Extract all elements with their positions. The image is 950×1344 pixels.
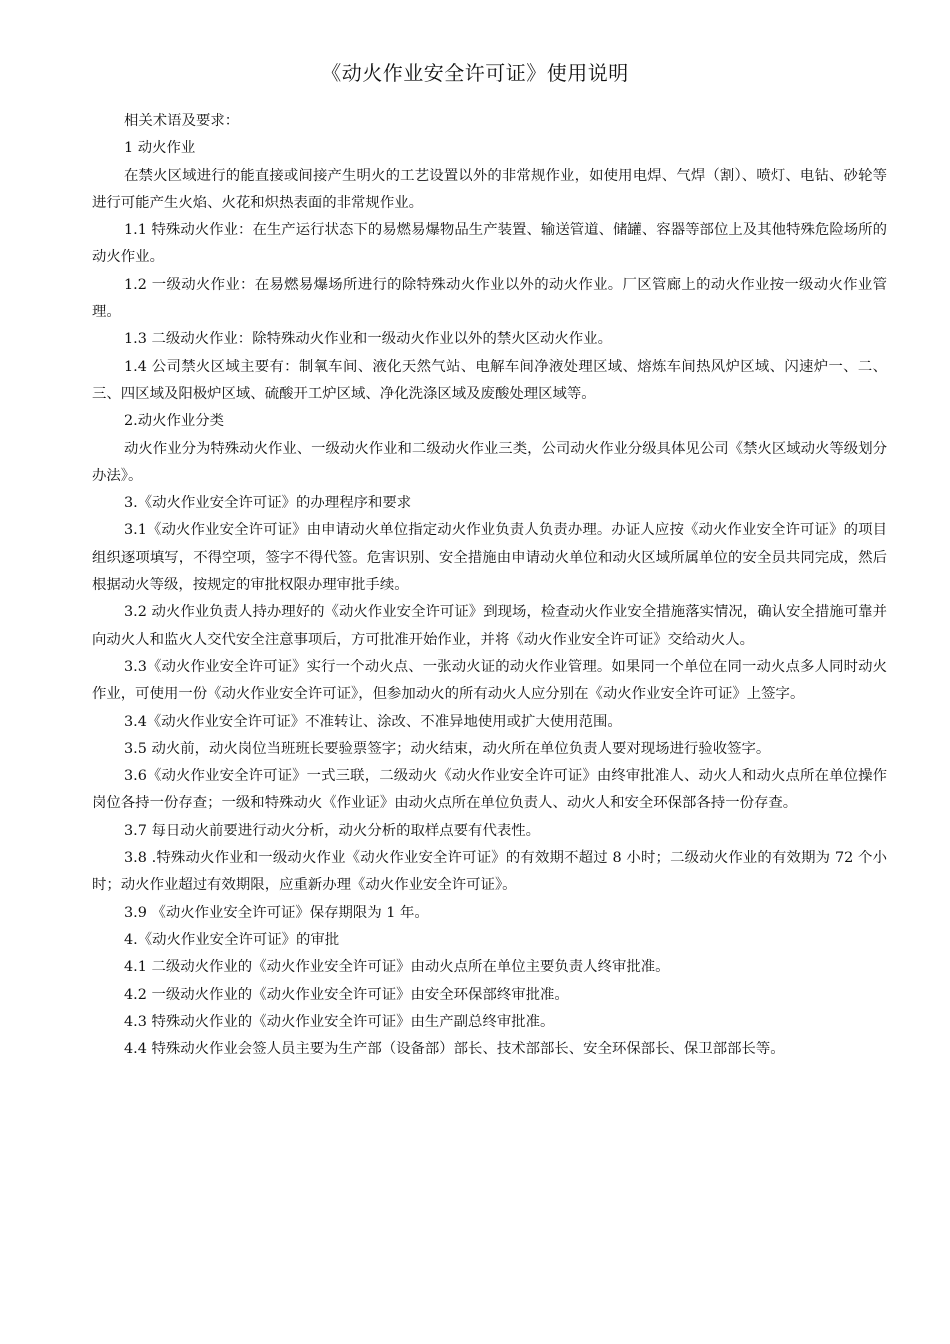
paragraph: 4.《动火作业安全许可证》的审批	[124, 931, 340, 948]
paragraph: 2.动火作业分类	[124, 413, 225, 430]
paragraph: 1.2 一级动火作业：在易燃易爆场所进行的除特殊动火作业以外的动火作业。厂区管廊上的动火作业按一级动火作业管理。	[92, 276, 887, 321]
document-body	[92, 108, 887, 1063]
paragraph: 3.7 每日动火前要进行动火分析，动火分析的取样点要有代表性。	[124, 822, 541, 839]
paragraph: 4.4 特殊动火作业会签人员主要为生产部（设备部）部长、技术部部长、安全环保部长、保卫部部长等。	[124, 1041, 785, 1058]
paragraph: 3.2 动火作业负责人持办理好的《动火作业安全许可证》到现场，检查动火作业安全措施落实情况，确认安全措施可靠并向动火人和监火人交代安全注意事项后，方可批准开始作业，并将《动火作业安全许可证》交给动火人。	[92, 604, 887, 648]
paragraph: 4.2 一级动火作业的《动火作业安全许可证》由安全环保部终审批准。	[124, 986, 569, 1003]
paragraph: 1.3 二级动火作业：除特殊动火作业和一级动火作业以外的禁火区动火作业。	[124, 331, 612, 348]
paragraph: 3.5 动火前，动火岗位当班班长要验票签字；动火结束，动火所在单位负责人要对现场进行验收签字。	[124, 740, 771, 757]
paragraph: 3.6《动火作业安全许可证》一式三联，二级动火《动火作业安全许可证》由终审批准人、动火人和动火点所在单位操作岗位各持一份存查；一级和特殊动火《作业证》由动火点所在单位负责人、动火人和安全环保部各持一份存查。	[92, 768, 887, 812]
paragraph: 3.9 《动火作业安全许可证》保存期限为 1 年。	[124, 904, 429, 921]
paragraph: 相关术语及要求：	[124, 113, 240, 129]
document-title: 《动火作业安全许可证》使用说明	[321, 61, 629, 85]
paragraph: 3.1《动火作业安全许可证》由申请动火单位指定动火作业负责人负责办理。办证人应按《动火作业安全许可证》的项目组织逐项填写，不得空项，签字不得代签。危害识别、安全措施由申请动火单位和动火区域所属单位的安全员共同完成，然后根据动火等级，按规定的审批权限办理审批手续。	[92, 522, 887, 594]
paragraph: 在禁火区域进行的能直接或间接产生明火的工艺设置以外的非常规作业，如使用电焊、气焊（割）、喷灯、电钻、砂轮等进行可能产生火焰、火花和炽热表面的非常规作业。	[92, 167, 887, 211]
paragraph: 1.1 特殊动火作业：在生产运行状态下的易燃易爆物品生产装置、输送管道、储罐、容器等部位上及其他特殊危险场所的动火作业。	[92, 222, 887, 266]
paragraph: 1.4 公司禁火区域主要有：制氧车间、液化天然气站、电解车间净液处理区域、熔炼车间热风炉区域、闪速炉一、二、三、四区域及阳极炉区域、硫酸开工炉区域、净化洗涤区域及废酸处理区域等。	[92, 358, 887, 402]
paragraph: 3.《动火作业安全许可证》的办理程序和要求	[124, 495, 412, 512]
paragraph: 3.8 .特殊动火作业和一级动火作业《动火作业安全许可证》的有效期不超过 8 小时；二级动火作业的有效期为 72 个小时；动火作业超过有效期限，应重新办理《动火作业安全许可证》。	[92, 850, 887, 894]
paragraph: 4.3 特殊动火作业的《动火作业安全许可证》由生产副总终审批准。	[124, 1013, 555, 1030]
paragraph: 动火作业分为特殊动火作业、一级动火作业和二级动火作业三类，公司动火作业分级具体见公司《禁火区域动火等级划分办法》。	[92, 440, 887, 484]
paragraph: 4.1 二级动火作业的《动火作业安全许可证》由动火点所在单位主要负责人终审批准。	[124, 959, 670, 976]
paragraph: 3.3《动火作业安全许可证》实行一个动火点、一张动火证的动火作业管理。如果同一个单位在同一动火点多人同时动火作业，可使用一份《动火作业安全许可证》，但参加动火的所有动火人应分别在《动火作业安全许可证》上签字。	[92, 658, 887, 703]
paragraph: 3.4《动火作业安全许可证》不准转让、涂改、不准异地使用或扩大使用范围。	[124, 713, 622, 730]
paragraph: 1 动火作业	[124, 140, 196, 157]
